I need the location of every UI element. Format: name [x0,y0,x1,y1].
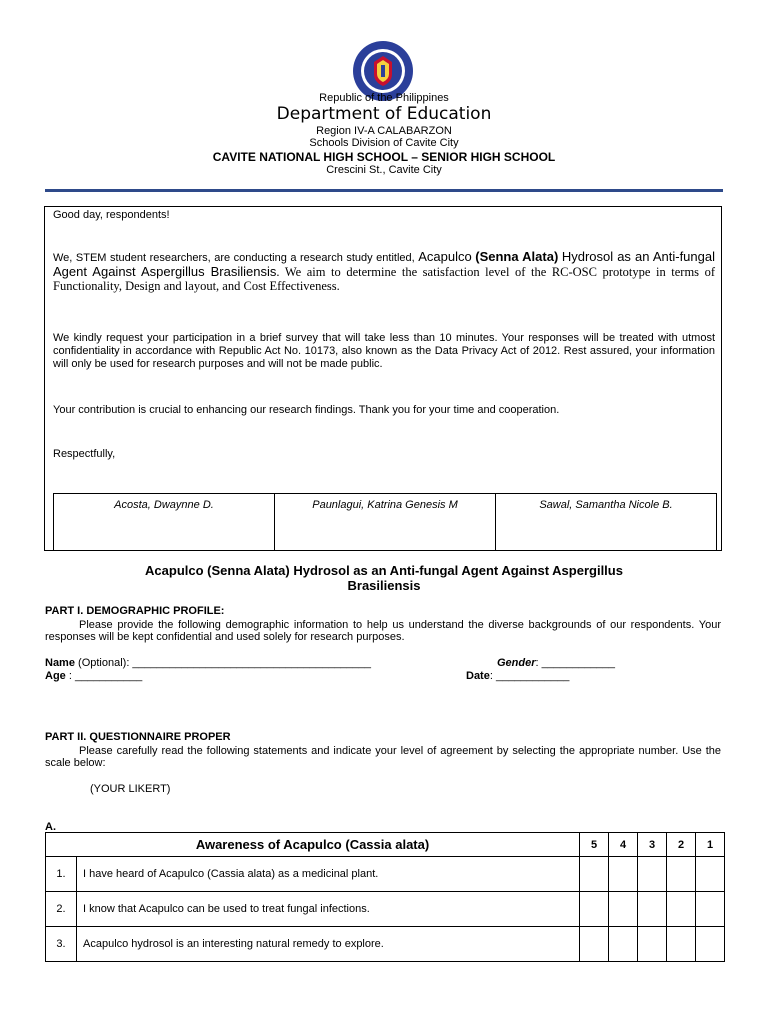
study-title-part-b: (Senna Alata) [475,249,559,264]
intro-paragraph [53,250,715,294]
republic-line: Republic of the Philippines [319,92,449,104]
cover-letter [44,206,722,551]
gender-label: Gender [497,657,536,669]
section-letter: A. [45,821,56,833]
table-row [46,892,725,927]
part2-instructions: Please carefully read the following statements and indicate your level of agreement by selecting the appropriate number. Use the scale below: [45,745,721,769]
scale-4: 4 [609,833,638,857]
division-line: Schools Division of Cavite City [309,137,459,149]
statement: Acapulco hydrosol is an interesting natural remedy to explore. [77,927,580,962]
rating-cell-4[interactable] [609,857,638,892]
row-number: 3. [46,927,77,962]
name-field[interactable] [45,657,371,669]
row-number: 1. [46,857,77,892]
awareness-likert-table [45,832,725,962]
scale-5: 5 [580,833,609,857]
rating-cell-1[interactable] [696,892,725,927]
row-number: 2. [46,892,77,927]
table-heading: Awareness of Acapulco (Cassia alata) [46,833,580,857]
rating-cell-4[interactable] [609,927,638,962]
statement: I know that Acapulco can be used to treat fungal infections. [77,892,580,927]
part1-heading: PART I. DEMOGRAPHIC PROFILE: [45,605,225,617]
rating-cell-2[interactable] [667,892,696,927]
rating-cell-3[interactable] [638,892,667,927]
thanks-paragraph: Your contribution is crucial to enhancing our research findings. Thank you for your time and cooperation. [53,404,560,416]
age-line: : ___________ [65,670,143,682]
part1-instructions: Please provide the following demographic information to help us understand the diverse backgrounds of our respondents. Your responses will be kept confidential and used solely for research purposes. [45,619,721,643]
study-title-part-a: Acapulco [418,249,472,264]
request-paragraph: We kindly request your participation in a brief survey that will take less than 10 minutes. Your responses will be treated with utmost confidentiality in accordance with Republic Act No. 10173, also known as the Data Privacy Act of 2012. Rest assured, your information will only be used for research purposes and will not be made public. [53,332,715,370]
signatory-3: Sawal, Samantha Nicole B. [539,499,673,511]
name-line: (Optional): _______________________________________ [74,657,372,669]
rating-cell-5[interactable] [580,892,609,927]
region-line: Region IV-A CALABARZON [316,125,452,137]
rating-cell-2[interactable] [667,857,696,892]
rating-cell-4[interactable] [609,892,638,927]
rating-cell-1[interactable] [696,927,725,962]
school-address: Crescini St., Cavite City [326,164,442,176]
signatories-table [53,493,717,551]
rating-cell-2[interactable] [667,927,696,962]
closing: Respectfully, [53,448,116,460]
intro-aim-text: . We aim to determine the satisfaction level of the RC-OSC prototype in terms of Functionality, Design and layout, and Cost Effectiveness. [53,265,716,293]
scale-1: 1 [696,833,725,857]
date-label: Date [466,670,490,682]
greeting: Good day, respondents! [53,209,170,221]
statement: I have heard of Acapulco (Cassia alata) as a medicinal plant. [77,857,580,892]
age-field[interactable] [45,670,142,682]
part2-heading: PART II. QUESTIONNAIRE PROPER [45,731,231,743]
survey-title: Acapulco (Senna Alata) Hydrosol as an Anti-fungal Agent Against Aspergillus Brasiliensis [145,563,623,593]
scale-3: 3 [638,833,667,857]
signatory-2: Paunlagui, Katrina Genesis M [275,494,496,551]
scale-2: 2 [667,833,696,857]
department-name: Department of Education [276,104,492,124]
study-title-part-c: Hydrosol as an Anti-fungal Agent Against Aspergillus Brasiliensis [53,249,715,279]
gender-field[interactable] [497,657,615,669]
table-header-row [46,833,725,857]
age-label: Age [45,670,66,682]
rating-cell-5[interactable] [580,927,609,962]
rating-cell-1[interactable] [696,857,725,892]
date-line: : ____________ [489,670,570,682]
intro-text: We, STEM student researchers, are conducting a research study entitled, [53,252,415,264]
signatory-1: Acosta, Dwaynne D. [54,494,275,551]
rating-cell-3[interactable] [638,857,667,892]
gender-line: : ____________ [535,657,616,669]
name-label: Name [45,657,75,669]
rating-cell-3[interactable] [638,927,667,962]
rating-cell-5[interactable] [580,857,609,892]
table-row [46,857,725,892]
likert-placeholder: (YOUR LIKERT) [90,783,171,795]
school-name: CAVITE NATIONAL HIGH SCHOOL – SENIOR HIGH SCHOOL [212,150,556,164]
date-field[interactable] [466,670,569,682]
table-row [46,927,725,962]
header-divider [45,189,723,192]
